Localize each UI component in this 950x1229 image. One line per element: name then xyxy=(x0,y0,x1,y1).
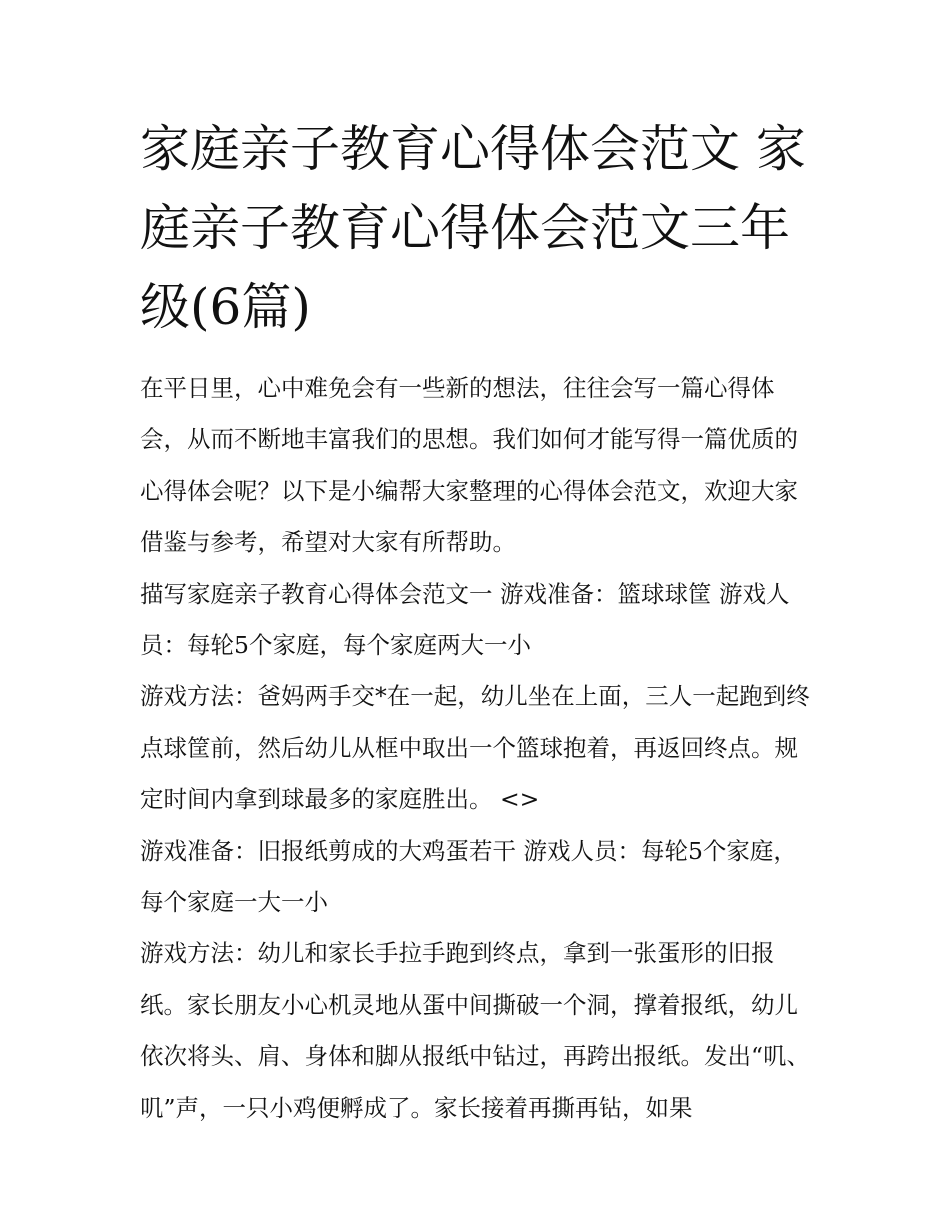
game-two-method-paragraph: 游戏方法：幼儿和家长手拉手跑到终点，拿到一张蛋形的旧报纸。家长朋友小心机灵地从蛋中间撕破一个洞，撑着报纸，幼儿依次将头、肩、身体和脚从报纸中钻过，再跨出报纸。发出“叽、叽”声，一只小鸡便孵成了。家长接着再撕再钻，如果 xyxy=(140,939,811,1122)
document-title: 家庭亲子教育心得体会范文 家庭亲子教育心得体会范文三年级(6篇) xyxy=(140,120,806,336)
game-one-preparation-paragraph: 描写家庭亲子教育心得体会范文一 游戏准备：篮球球筐 游戏人员：每轮5个家庭，每个家庭两大一小 xyxy=(140,579,790,660)
document-content xyxy=(140,110,820,1134)
game-two-preparation-paragraph: 游戏准备：旧报纸剪成的大鸡蛋若干 游戏人员：每轮5个家庭，每个家庭一大一小 xyxy=(140,836,797,917)
game-one-method-paragraph: 游戏方法：爸妈两手交*在一起，幼儿坐在上面，三人一起跑到终点球筐前，然后幼儿从框中取出一个篮球抱着，再返回终点。规定时间内拿到球最多的家庭胜出。 <> xyxy=(140,682,810,814)
intro-paragraph: 在平日里，心中难免会有一些新的想法，往往会写一篇心得体会，从而不断地丰富我们的思想。我们如何才能写得一篇优质的心得体会呢？以下是小编帮大家整理的心得体会范文，欢迎大家借鉴与参考，希望对大家有所帮助。 xyxy=(140,374,798,557)
